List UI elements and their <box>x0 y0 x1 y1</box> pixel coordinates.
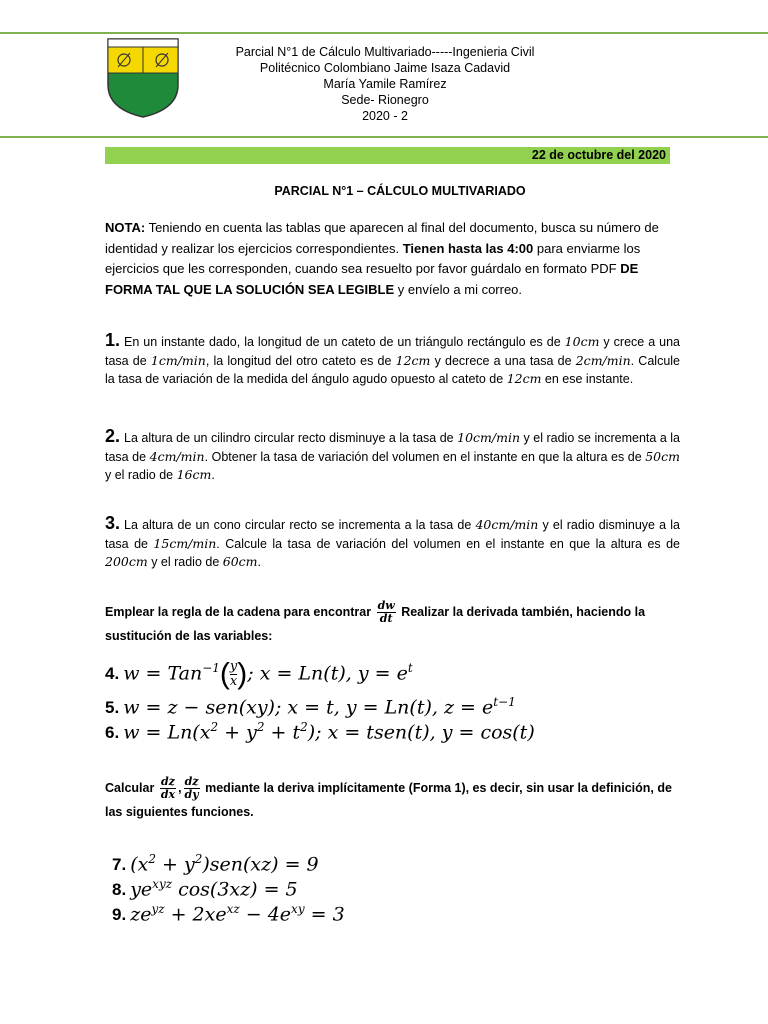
equation-sup: 2 <box>256 720 265 734</box>
date-bar: 22 de octubre del 2020 <box>105 147 670 164</box>
dw-dt-fraction <box>377 600 396 625</box>
equation-number: 8. <box>112 880 127 900</box>
problem-3 <box>105 514 680 572</box>
problem-number: 3. <box>105 513 121 533</box>
problem-text: y el radio disminuye a la tasa de <box>105 518 680 551</box>
problem-text: y el radio se incrementa a la tasa de <box>105 431 680 464</box>
equation-part: ); x = tsen(t), y = cos(t) <box>307 721 535 744</box>
problem-text: . Calcule la tasa de variación del volumen en el instante en que la altura es de <box>216 536 680 551</box>
header-teacher: María Yamile Ramírez <box>323 77 447 91</box>
fraction-numerator: y <box>229 658 238 674</box>
equation-sup: −1 <box>202 661 220 675</box>
problem-text: en ese instante. <box>541 372 634 386</box>
math-value: 200cm <box>105 554 148 569</box>
equation-9 <box>112 897 345 927</box>
problem-text: y el radio de <box>147 555 223 569</box>
math-value: 50cm <box>645 448 680 464</box>
equation-part: + y <box>155 853 195 876</box>
implicit-instruction <box>105 776 690 823</box>
fraction-denominator: dx <box>160 788 176 801</box>
instruction-text: Realizar la derivada también, haciendo la sustitución de las variables: <box>105 604 646 643</box>
problem-text: y crece a una tasa de <box>105 335 681 368</box>
header-institution: Politécnico Colombiano Jaime Isaza Cadavid <box>259 61 511 75</box>
exam-title: PARCIAL N°1 – CÁLCULO MULTIVARIADO <box>274 184 526 198</box>
equation-part: + t <box>264 721 301 744</box>
left-paren: ( <box>219 657 230 691</box>
equation-number: 9. <box>112 905 127 925</box>
equation-part: + 2xe <box>164 903 227 926</box>
right-paren: ) <box>237 657 248 691</box>
equation-part: ye <box>130 878 153 901</box>
math-value: 4cm/min <box>149 448 205 464</box>
nota-text: Teniendo en cuenta las tablas que aparecen al final del documento, busca su número de identidad y realizar los ejercicios correspondientes. <box>105 220 659 256</box>
equation-sup: 2 <box>210 720 219 734</box>
math-value: 16cm <box>176 467 212 482</box>
header-rule-bottom <box>0 136 768 138</box>
fraction-denominator: x <box>229 673 238 689</box>
chain-rule-instruction <box>105 600 690 647</box>
dz-dx-fraction <box>160 776 176 801</box>
equation-sup: 2 <box>300 720 308 734</box>
equation-sup: 2 <box>194 852 203 866</box>
math-value: 60cm <box>222 554 258 569</box>
fraction-denominator: dt <box>379 612 393 625</box>
equation-sup: yz <box>151 902 165 916</box>
equation-number: 6. <box>105 723 120 743</box>
equation-sup: xz <box>226 902 240 916</box>
problem-number: 2. <box>105 426 121 446</box>
equation-sup: xyz <box>152 877 173 891</box>
equation-sup: t−1 <box>493 695 516 709</box>
instruction-text: mediante la deriva implícitamente (Forma 1), es decir, sin usar la definición, de las siguientes funciones. <box>105 780 672 819</box>
equation-6 <box>105 715 535 745</box>
header-rule-top <box>0 32 768 34</box>
instruction-text: Calcular <box>105 780 158 795</box>
header-campus: Sede- Rionegro <box>341 93 429 107</box>
problem-text: . <box>257 555 262 569</box>
equation-part: w = Ln(x <box>123 721 211 744</box>
problem-1 <box>105 331 680 389</box>
equation-sup: 2 <box>148 852 156 866</box>
equation-4 <box>105 656 413 689</box>
institution-logo <box>104 37 182 119</box>
problem-text: . Calcule la tasa de variación de la medida del ángulo agudo opuesto al cateto de <box>105 353 680 386</box>
nota-label: NOTA: <box>105 220 146 235</box>
math-value: 1cm/min <box>150 352 206 368</box>
problem-text: La altura de un cilindro circular recto disminuye a la tasa de <box>124 431 458 445</box>
document-header <box>195 44 575 124</box>
math-value: 40cm/min <box>475 517 539 532</box>
equation-part: w = Tan <box>123 662 203 685</box>
nota-text: para enviarme los ejercicios que les corresponden, cuando sea resuelto por favor guárdalo en formato PDF <box>105 240 641 276</box>
instruction-text: Emplear la regla de la cadena para encontrar <box>105 604 375 619</box>
math-value: 15cm/min <box>153 535 217 551</box>
problem-text: La altura de un cono circular recto se incrementa a la tasa de <box>124 518 476 532</box>
nota-paragraph <box>105 218 685 300</box>
equation-part: cos(3xz) = 5 <box>172 878 298 901</box>
equation-part: (x <box>130 853 149 876</box>
equation-number: 7. <box>112 855 127 875</box>
equation-part: ; x = Ln(t), y = e <box>247 662 408 685</box>
math-value: 10cm <box>564 334 600 349</box>
dz-dy-fraction <box>184 776 200 801</box>
problem-text: , la longitud del otro cateto es de <box>205 353 396 368</box>
nota-text: y envíelo a mi correo. <box>394 281 523 297</box>
header-course: Parcial N°1 de Cálculo Multivariado-----Ingenieria Civil <box>235 45 535 59</box>
equation-part: w = z − sen(xy); x = t, y = Ln(t), z = e <box>123 696 494 719</box>
equation-number: 5. <box>105 698 120 718</box>
equation-number: 4. <box>105 664 120 684</box>
header-period: 2020 - 2 <box>362 109 408 123</box>
problem-text: En un instante dado, la longitud de un cateto de un triángulo rectángulo es de <box>124 335 565 349</box>
problem-text: . <box>211 468 215 482</box>
problem-text: y el radio de <box>105 468 177 482</box>
equation-part: + y <box>218 721 257 744</box>
fraction-denominator: dy <box>184 788 199 801</box>
instruction-text: , <box>178 780 182 795</box>
equation-part: − 4e <box>239 903 292 926</box>
problem-number: 1. <box>105 330 121 350</box>
math-value: 10cm/min <box>457 430 521 445</box>
math-value: 12cm <box>506 371 542 386</box>
equation-sup: t <box>407 661 413 675</box>
problem-text: . Obtener la tasa de variación del volumen en el instante en que la altura es de <box>204 449 646 464</box>
nota-deadline: Tienen hasta las 4:00 <box>402 240 534 256</box>
fraction-numerator: dw <box>377 599 395 612</box>
problem-text: y decrece a una tasa de <box>430 353 576 368</box>
fraction-numerator: dz <box>184 775 199 788</box>
math-value: 2cm/min <box>575 352 631 368</box>
equation-sup: xy <box>291 902 305 916</box>
problem-2 <box>105 427 680 485</box>
nota-legible: DE FORMA TAL QUE LA SOLUCIÓN SEA LEGIBLE <box>105 261 639 297</box>
equation-part: = 3 <box>304 903 345 926</box>
equation-part: ze <box>130 903 152 926</box>
equation-part: )sen(xz) = 9 <box>202 853 319 876</box>
fraction-numerator: dz <box>160 775 175 788</box>
math-value: 12cm <box>395 352 431 368</box>
